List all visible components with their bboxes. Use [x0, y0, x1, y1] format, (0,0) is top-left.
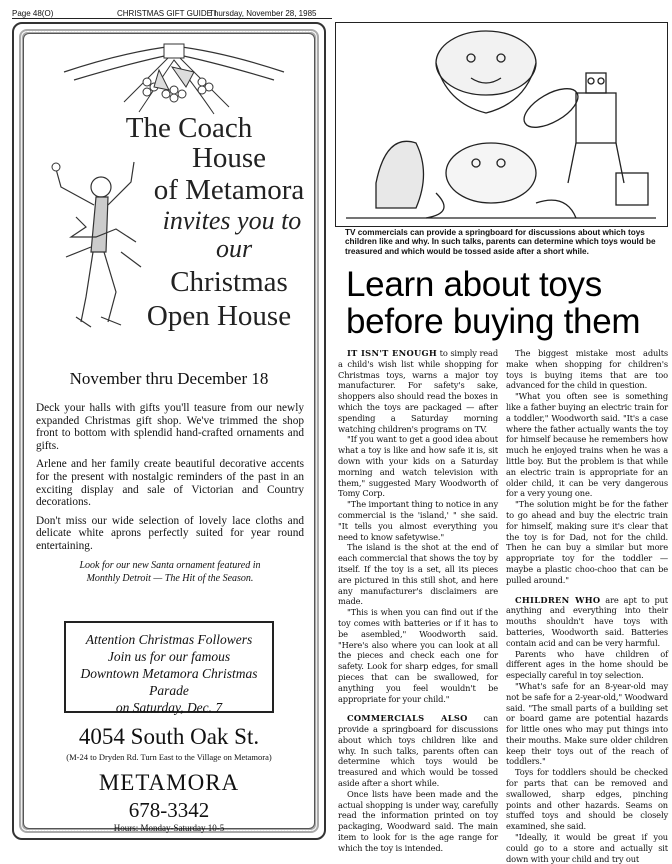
- headline-line: before buying them: [346, 302, 641, 341]
- article-paragraph: [338, 434, 498, 499]
- paragraph-text: "The solution might be for the father to go ahead and buy the electric train for himself, making sure it's clear that the toy is for Dad, not for the child. Then he can buy a similar but more appropriate toy for the toddler — maybe a plastic choo-choo that can be pulled around.": [506, 499, 668, 585]
- parade-line: Join us for our famous: [107, 649, 231, 664]
- page-number: Page 48(O): [12, 9, 54, 18]
- article-paragraph: [506, 391, 668, 499]
- ad-body: [36, 402, 304, 585]
- article-paragraph: [506, 649, 668, 681]
- paragraph-text: "If you want to get a good idea about what a toy is like and how safe it is, sit down with your kids on a Saturday morning and watch television with them," suggested Mary Woodworth of Tomy Corp.: [338, 434, 498, 499]
- article-paragraph: [338, 348, 498, 434]
- paragraph-text: Parents who have children of different ages in the home should be especially careful in toy selection.: [506, 648, 668, 681]
- section-lead-in: CHILDREN WHO: [515, 594, 601, 605]
- article-column-2: [506, 348, 668, 864]
- ad-paragraph: Don't miss our wide selection of lovely lace cloths and delicate white aprons perfectly suited for year round entertaining.: [36, 514, 304, 552]
- article-paragraph: [506, 681, 668, 767]
- article-paragraph: [506, 499, 668, 585]
- ribbon-holly-icon: [54, 32, 294, 122]
- article-paragraph: [338, 542, 498, 607]
- issue-date: Thursday, November 28, 1985: [209, 9, 317, 18]
- paragraph-text: The island is the shot at the end of each commercial that shows the toy by itself. If the toy is a set, all its pieces are pictured in this still shot, and here any manufacturer's disclaimers are made.: [338, 542, 498, 607]
- store-directions: (M-24 to Dryden Rd. Turn East to the Village on Metamora): [66, 752, 272, 762]
- headline-line: Learn about toys: [346, 265, 602, 304]
- paragraph-text: Toys for toddlers should be checked for parts that can be removed and swallowed, sharp edges, pinching points and other hazards. Seams on stuffed toys and should be closely examined, she said.: [506, 767, 668, 832]
- parade-line: Attention Christmas Followers: [85, 632, 253, 647]
- article-paragraph: [338, 713, 498, 789]
- article-paragraph: [506, 348, 668, 391]
- ad-content: [23, 33, 315, 833]
- paragraph-text: The biggest mistake most adults make when shopping for children's toys is buying items that are too advanced for the child in question.: [506, 348, 668, 391]
- store-town: METAMORA: [98, 770, 240, 795]
- illustration-caption: TV commercials can provide a springboard for discussions about which toys children like and why. In such talks, parents can determine which toys would be treasured and which would be tossed aside after a short while.: [345, 228, 656, 256]
- coach-house-advertisement: [12, 22, 326, 840]
- paragraph-text: "What you often see is something like a father buying an electric train for a toddler," Woodworth said. "It's a case where the father actually wants the toy for himself because he remembers how much he enjoyed trains when he was a little boy. But the problem is that while an electric train is appropriate for an older child, it can be very dangerous for a very young one.: [506, 391, 668, 499]
- page-header: [12, 9, 332, 19]
- ad-paragraph: Deck your halls with gifts you'll teasure from our newly expanded Christmas gift shop. We've trimmed the shop front to bottom with splendid hand-crafted ornaments and gifts.: [36, 402, 304, 452]
- ad-title-line: Christmas: [170, 266, 288, 298]
- ad-paragraph: Arlene and her family create beautiful decorative accents for the present with nostalgic reminders of the past in an exciting display and sale of Victorian and Country decorations.: [36, 458, 304, 509]
- store-hours: Hours: Monday-Saturday 10-5: [113, 823, 225, 833]
- open-house-dates: November thru December 18: [69, 369, 269, 388]
- ad-title-line: invites you to: [162, 206, 302, 235]
- article-headline: [346, 266, 640, 340]
- note-line: Look for our new Santa ornament featured in: [79, 559, 261, 571]
- store-address: 4054 South Oak St.: [78, 724, 260, 749]
- article-column-1: [338, 348, 498, 854]
- paragraph-text: "The important thing to notice in any commercial is the 'island,' " she said. "It tells you almost everything you need to know safetywise.": [338, 499, 498, 542]
- santa-toys-drawing: [336, 23, 666, 225]
- article-paragraph: [338, 607, 498, 704]
- paragraph-text: can provide a springboard for discussions about which toys children like and why. In such talks, parents often can determine which toys would be treasured and which would be tossed aside after a short while.: [338, 713, 498, 789]
- santa-toys-illustration: [335, 22, 668, 227]
- santa-ornament-note: [36, 559, 304, 585]
- parade-line: on Saturday, Dec. 7: [115, 700, 223, 715]
- article-paragraph: [506, 595, 668, 649]
- ad-title-line: our: [215, 234, 253, 263]
- article-paragraph: [338, 789, 498, 854]
- article-paragraph: [338, 499, 498, 542]
- section-lead-in: IT ISN'T ENOUGH: [347, 348, 438, 358]
- section-lead-in: COMMERCIALS ALSO: [347, 713, 468, 724]
- paragraph-text: "What's safe for an 8-year-old may not be safe for a 2-year-old," Woodward said. "The small parts of a building set or board game are potential hazards for little ones who may put things into their mouths. Make sure older children keep their toys out of the reach of toddlers.": [506, 680, 668, 767]
- ad-title-line: Open House: [146, 300, 292, 332]
- store-phone: 678-3342: [128, 798, 210, 822]
- paragraph-text: to simply read a child's wish list while shopping for Christmas toys, warns a major toy manufacturer. For safety's sake, shoppers also should read the boxes in which the toys are packaged — after spending a Saturday morning watching children's programs on TV.: [338, 348, 498, 434]
- paragraph-text: are apt to put anything and everything into their mouths shouldn't have toys with batteries, Woodworth said. Batteries contain acid and can be very harmful.: [506, 594, 668, 648]
- section-name: CHRISTMAS GIFT GUIDE I: [117, 9, 217, 18]
- note-line: Monthly Detroit — The Hit of the Season.: [86, 572, 254, 584]
- paragraph-text: Once lists have been made and the actual shopping is under way, carefully read the information printed on toy packaging, Woodward said. The main item to look for is the age range for which the toy is intended.: [338, 788, 498, 853]
- parade-announcement-box: [64, 621, 274, 713]
- ad-title-line: The Coach: [125, 112, 253, 144]
- paragraph-text: "This is when you can find out if the toy comes with batteries or if it has to be asembled," Woodworth said. "Here's also where you can look at all the pieces and check each one for safety. Look for sharp edges, for small pieces that can be swallowed, for anything you feel wouldn't be appropriate for your child.": [338, 607, 498, 704]
- ad-title-line: of Metamora: [153, 174, 305, 206]
- article-paragraph: [506, 767, 668, 832]
- ad-title-line: House: [191, 142, 267, 174]
- paragraph-text: "Ideally, it would be great if you could go to a store and actually sit down with your child and try out: [506, 832, 668, 864]
- article-paragraph: [506, 832, 668, 864]
- parade-line: Downtown Metamora Christmas Parade: [80, 666, 258, 698]
